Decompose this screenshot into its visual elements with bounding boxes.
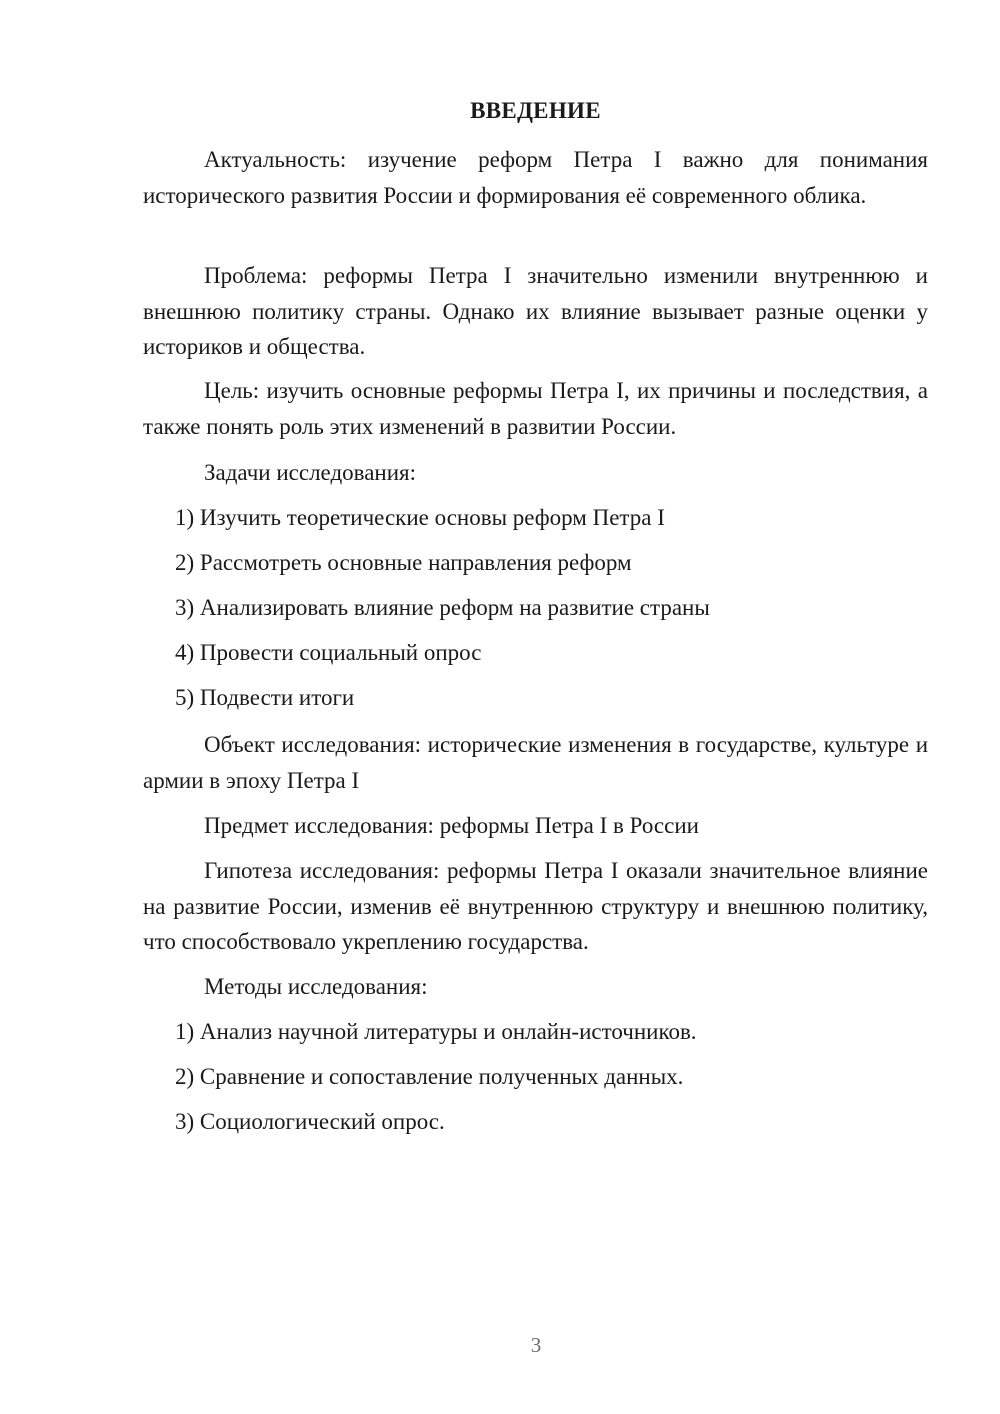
- task-item: 5) Подвести итоги: [175, 685, 355, 710]
- page-number: 3: [530, 1333, 542, 1357]
- goal-paragraph: Цель: изучить основные реформы Петра I, их причины и последствия, а также понять роль этих изменений в развитии России.: [143, 378, 928, 439]
- method-item: 3) Социологический опрос.: [175, 1109, 445, 1134]
- problem-paragraph: Проблема: реформы Петра I значительно изменили внутреннюю и внешнюю политику страны. Однако их влияние вызывает разные оценки у историков и общества.: [143, 263, 928, 359]
- task-item: 4) Провести социальный опрос: [175, 640, 482, 665]
- task-item: 1) Изучить теоретические основы реформ Петра I: [175, 505, 665, 530]
- page-title: ВВЕДЕНИЕ: [470, 98, 601, 123]
- tasks-heading: Задачи исследования:: [204, 460, 417, 485]
- relevance-paragraph: Актуальность: изучение реформ Петра I важно для понимания исторического развития России и формирования её современного облика.: [143, 147, 928, 208]
- method-item: 2) Сравнение и сопоставление полученных данных.: [175, 1064, 684, 1089]
- subject-paragraph: Предмет исследования: реформы Петра I в России: [204, 813, 699, 838]
- method-item: 1) Анализ научной литературы и онлайн-источников.: [175, 1019, 697, 1044]
- task-item: 2) Рассмотреть основные направления реформ: [175, 550, 632, 575]
- methods-heading: Методы исследования:: [204, 974, 428, 999]
- task-item: 3) Анализировать влияние реформ на развитие страны: [175, 595, 710, 620]
- object-paragraph: Объект исследования: исторические изменения в государстве, культуре и армии в эпоху Петра I: [143, 732, 928, 793]
- hypothesis-paragraph: Гипотеза исследования: реформы Петра I оказали значительное влияние на развитие России, изменив её внутреннюю структуру и внешнюю политику, что способствовало укреплению государства.: [143, 858, 928, 954]
